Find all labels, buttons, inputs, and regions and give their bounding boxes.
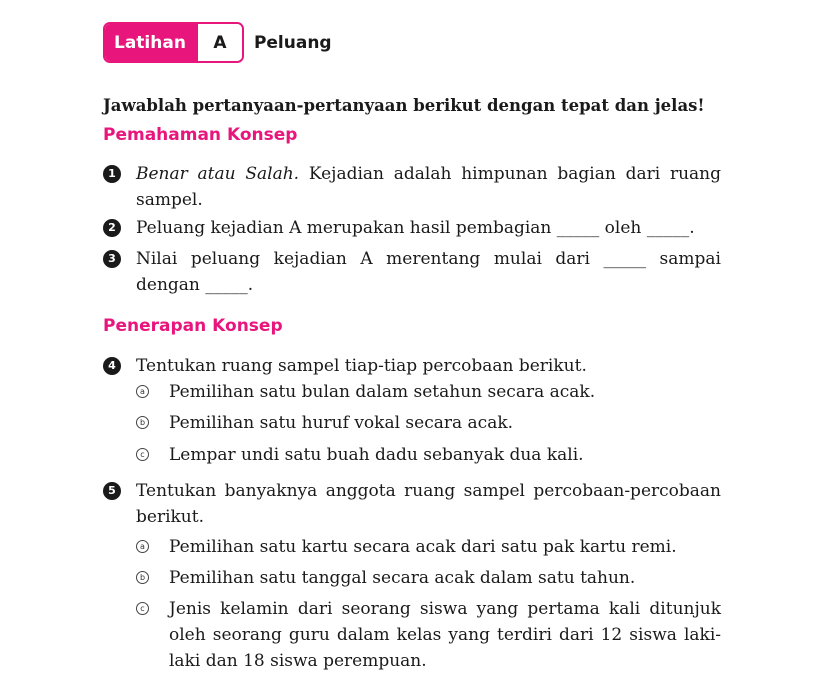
sub-item xyxy=(136,534,721,560)
question-2 xyxy=(103,215,721,241)
question-text: Nilai peluang kejadian A merentang mulai dari _____ sampai dengan _____. xyxy=(136,249,721,295)
question-number: 5 xyxy=(103,482,121,500)
question-text: Tentukan banyaknya anggota ruang sampel percobaan-percobaan berikut. xyxy=(136,481,721,527)
question-lead: Benar atau Salah. xyxy=(136,164,300,184)
instruction-text: Jawablah pertanyaan-pertanyaan berikut dengan tepat dan jelas! xyxy=(103,96,705,115)
question-number: 4 xyxy=(103,357,121,375)
question-number: 3 xyxy=(103,250,121,268)
question-number: 1 xyxy=(103,165,121,183)
badge-letter: A xyxy=(198,24,242,61)
exercise-badge xyxy=(103,22,244,63)
sub-text: Jenis kelamin dari seorang siswa yang pertama kali ditunjuk oleh seorang guru dalam kelas yang terdiri dari 12 siswa laki-laki dan 18 siswa perempuan. xyxy=(169,599,721,671)
section-title-penerapan: Penerapan Konsep xyxy=(103,316,283,336)
sub-item xyxy=(136,379,721,405)
section-title-pemahaman: Pemahaman Konsep xyxy=(103,125,298,145)
sub-text: Pemilihan satu kartu secara acak dari satu pak kartu remi. xyxy=(169,537,677,557)
sub-label: b xyxy=(136,416,149,429)
sub-item xyxy=(136,565,721,591)
question-4 xyxy=(103,353,721,379)
exercise-header xyxy=(103,22,332,63)
question-text: Tentukan ruang sampel tiap-tiap percobaan berikut. xyxy=(136,356,587,376)
sub-item xyxy=(136,596,721,674)
question-text: Peluang kejadian A merupakan hasil pembagian _____ oleh _____. xyxy=(136,218,695,238)
sub-text: Pemilihan satu tanggal secara acak dalam satu tahun. xyxy=(169,568,636,588)
sub-label: a xyxy=(136,385,149,398)
question-number: 2 xyxy=(103,219,121,237)
sub-label: a xyxy=(136,540,149,553)
sub-text: Pemilihan satu huruf vokal secara acak. xyxy=(169,413,514,433)
sub-text: Pemilihan satu bulan dalam setahun secara acak. xyxy=(169,382,596,402)
question-3 xyxy=(103,246,721,298)
question-text: Kejadian adalah himpunan bagian dari ruang sampel. xyxy=(136,164,722,210)
question-5 xyxy=(103,478,721,530)
sub-item xyxy=(136,442,721,468)
sub-label: c xyxy=(136,602,149,615)
page-title: Peluang xyxy=(253,32,332,53)
question-1 xyxy=(103,161,721,213)
sub-text: Lempar undi satu buah dadu sebanyak dua kali. xyxy=(169,445,584,465)
sub-item xyxy=(136,410,721,436)
sub-label: b xyxy=(136,571,149,584)
badge-label: Latihan xyxy=(105,24,198,61)
sub-label: c xyxy=(136,448,149,461)
